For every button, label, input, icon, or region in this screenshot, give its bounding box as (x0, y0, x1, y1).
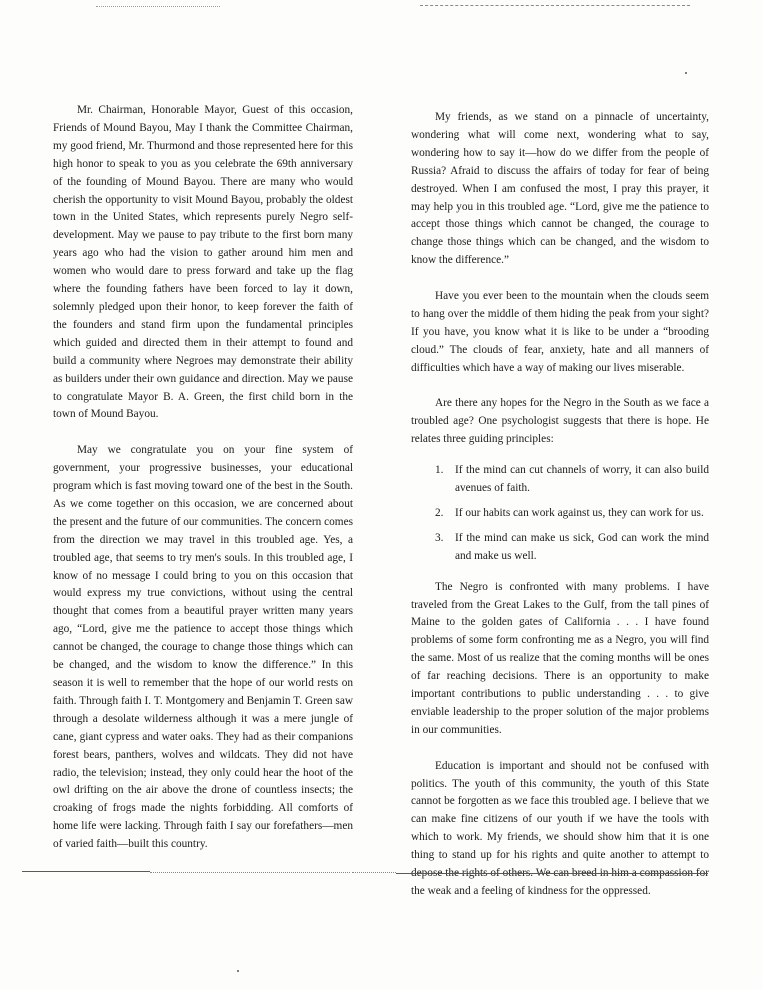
top-scan-mark-right (420, 5, 690, 6)
list-item-text: If the mind can make us sick, God can work the mind and make us well. (455, 531, 709, 562)
list-item-number: 1. (435, 464, 444, 477)
guiding-principles-list (411, 462, 709, 566)
bottom-rule-left-tail (150, 872, 350, 873)
top-scan-mark-left (96, 6, 220, 7)
bottom-rule-left (22, 871, 150, 872)
list-item (411, 505, 709, 523)
congratulations-paragraph: May we congratulate you on your fine system of government, your progressive businesses, your educational program which is fast moving toward one of the best in the South. As we come together on this occasion, we are concerned about the present and the future of our communities. The concern comes from the direction we may travel in this troubled age. Yes, a troubled age, that seems to try men's souls. In this troubled age, I know of no message I could bring to you on this occasion that would express my true convictions, without using the central thought that comes from a beautiful prayer written many years ago, “Lord, give me the patience to accept those things which cannot be changed, the courage to change those things which can be changed, and the wisdom to know the difference.” In this season it is well to remember that the hope of our world rests on faith. Through faith I. T. Montgomery and Benjamin T. Green saw through a desolate wilderness although it was a mere jungle of cane, giant cypress and water oaks. They had as their companions forest bears, panthers, wolves and wildcats. They did not have radio, the television; instead, they only could hear the hoot of the owl drifting on the air above the drone of countless insects; the croaking of frogs made the nights forbidding. All comforts of home life were lacking. Through faith I say our forefathers—men of varied faith—built this country. (53, 444, 353, 851)
left-column (53, 102, 353, 872)
education-paragraph: Education is important and should not be confused with politics. The youth of this community, the youth of this State cannot be forgotten as we face this troubled age. I believe that we can make fine citizens of our youth if we have the tools with which to work. My friends, we should show him that it is one thing to stand up for his rights and quite another to attempt to depose the rights of others. We can breed in him a compassion for the weak and a feeling of kindness for the oppressed. (411, 759, 709, 897)
list-item-text: If our habits can work against us, they can work for us. (455, 506, 704, 519)
right-column (411, 109, 709, 919)
brooding-cloud-paragraph: Have you ever been to the mountain when the clouds seem to hang over the middle of them hiding the peak from your sight? If you have, you know what it is like to be under a “brooding cloud.” The clouds of fear, anxiety, hate and all manners of difficulties which have a way of making our lives miserable. (411, 290, 709, 374)
hope-paragraph: Are there any hopes for the Negro in the South as we face a troubled age? One psychologist suggests that there is hope. He relates three guiding principles: (411, 397, 709, 446)
bottom-rule-right-lead (352, 872, 396, 873)
uncertainty-paragraph: My friends, as we stand on a pinnacle of uncertainty, wondering what will come next, wondering what to say, wondering how to say it—how do we differ from the people of Russia? Afraid to discuss the affairs of today for fear of being destroyed. When I am confused the most, I pray this prayer, it may help you in this troubled age. “Lord, give me the patience to accept those things which cannot be changed, the courage to change those things which can be changed, and the wisdom to know the difference.” (411, 111, 709, 267)
problems-paragraph: The Negro is confronted with many problems. I have traveled from the Great Lakes to the Gulf, from the tall pines of Maine to the golden gates of California . . . I have found problems of some form confronting me as a Negro, you will find the same. Most of us realize that the coming months will be ones of far reaching decisions. There is an opportunity to make important contributions to public understanding . . . to give enviable leadership to the proper solution of the major problems in our communities. (411, 580, 709, 736)
list-item-number: 2. (435, 506, 444, 519)
opening-paragraph: Mr. Chairman, Honorable Mayor, Guest of this occasion, Friends of Mound Bayou, May I thank the Committee Chairman, my good friend, Mr. Thurmond and those represented here for this high honor to speak to you as you celebrate the 69th anniversary of the founding of Mound Bayou. There are many who would cherish the opportunity to visit Mound Bayou, probably the oldest town in the United States, which represents purely Negro self-development. May we pause to pay tribute to the first born many years ago who had the vision to gather around him men and women who would dare to press forward and take up the flag where the founding fathers have been forced to lay it down, solemnly pledged upon their honor, to keep forever the faith of the founders and stand firm upon the fundamental principles which guided and directed them in their attempt to found and build a community where Negroes may demonstrate their ability as builders under their own guidance and direction. May we pause to congratulate Mayor B. A. Green, the first child born in the town of Mound Bayou. (53, 104, 353, 421)
bottom-rule-right (396, 873, 708, 874)
scan-speck (237, 970, 239, 972)
list-item-text: If the mind can cut channels of worry, it can also build avenues of faith. (455, 464, 709, 494)
list-item-number: 3. (435, 531, 444, 544)
scan-speck (685, 72, 687, 74)
list-item (411, 462, 709, 498)
list-item (411, 530, 709, 566)
